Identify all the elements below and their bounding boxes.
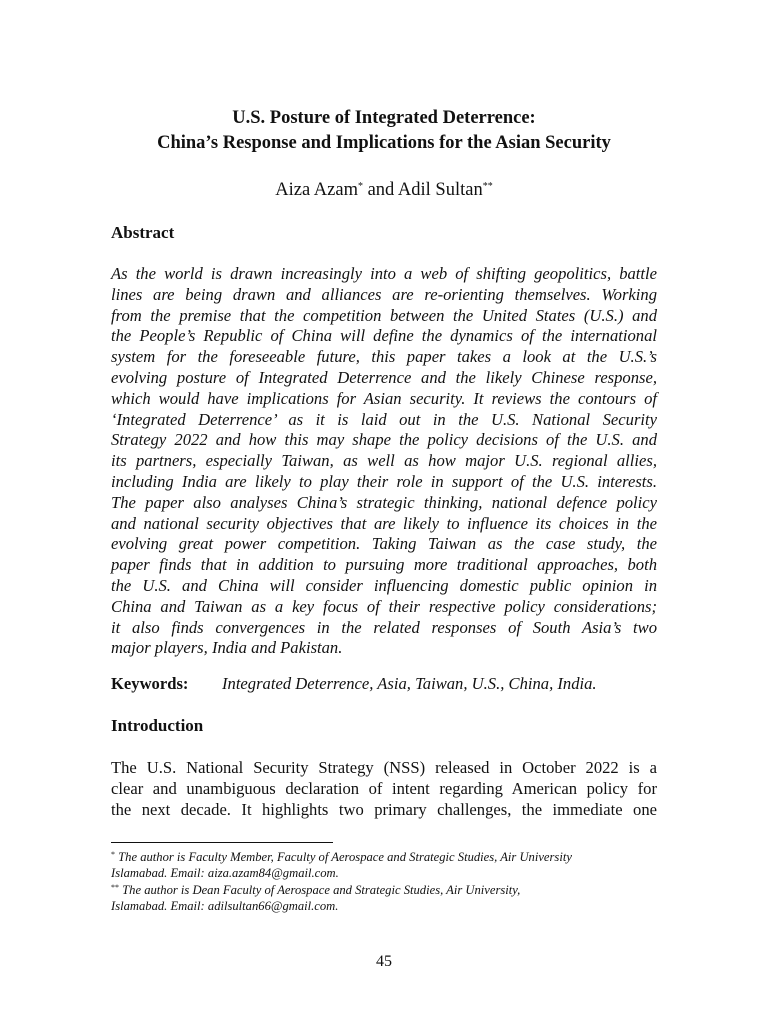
abstract-line: China and Taiwan as a key focus of their respective policy considerations; xyxy=(111,596,657,616)
abstract-line: major players, India and Pakistan. xyxy=(111,638,343,658)
abstract-line: As the world is drawn increasingly into a web of shifting geopolitics, battle xyxy=(111,264,657,283)
abstract-line: which would have implications for Asian security. It reviews the contours of xyxy=(111,388,657,408)
author-conjunction: and xyxy=(362,180,398,200)
footnote-1-text: The author is Faculty Member, Faculty of Aerospace and Strategic Studies, Air University xyxy=(115,850,572,864)
keywords-row xyxy=(111,673,657,695)
title-line-1: U.S. Posture of Integrated Deterrence: xyxy=(232,108,536,128)
author-1: Aiza Azam xyxy=(275,180,358,200)
abstract-line: paper finds that in addition to pursuing more traditional approaches, both xyxy=(111,555,657,575)
introduction-body xyxy=(111,758,657,820)
footnote-2-line-2: Islamabad. Email: adilsultan66@gmail.com. xyxy=(111,898,339,913)
abstract-line: system for the foreseeable future, this paper takes a look at the U.S.’s xyxy=(111,347,657,367)
footnotes xyxy=(111,849,657,914)
abstract-line: ‘Integrated Deterrence’ as it is laid out in the U.S. National Security xyxy=(111,409,657,429)
footnote-2-mark: ** xyxy=(111,882,119,892)
author-1-footnote-mark: * xyxy=(357,181,363,192)
footnote-1-line-1 xyxy=(111,849,657,865)
author-2-footnote-mark: ** xyxy=(482,181,493,192)
footnote-1-line-2: Islamabad. Email: aiza.azam84@gmail.com. xyxy=(111,866,339,881)
abstract-line: the U.S. and China will consider influencing domestic public opinion in xyxy=(111,575,657,595)
abstract-line: its partners, especially Taiwan, as well as how major U.S. regional allies, xyxy=(111,451,657,471)
abstract-line: Strategy 2022 and how this may shape the policy decisions of the U.S. and xyxy=(111,430,657,450)
title-line-2: China’s Response and Implications for the Asian Security xyxy=(157,133,611,153)
author-line xyxy=(80,178,688,202)
abstract-line: evolving posture of Integrated Deterrence and the likely Chinese response, xyxy=(111,367,657,387)
keywords-text: Integrated Deterrence, Asia, Taiwan, U.S., China, India. xyxy=(222,674,597,693)
abstract-line: including India are likely to play their role in support of the U.S. interests. xyxy=(111,471,657,491)
author-2: Adil Sultan xyxy=(397,180,483,200)
footnote-separator xyxy=(111,842,333,843)
abstract-line: evolving great power competition. Taking Taiwan as the case study, the xyxy=(111,534,657,554)
abstract-line: The paper also analyses China’s strategic thinking, national defence policy xyxy=(111,492,657,512)
abstract-line: the People’s Republic of China will define the dynamics of the international xyxy=(111,326,657,346)
abstract-line: and national security objectives that are likely to influence its choices in the xyxy=(111,513,657,533)
abstract-heading: Abstract xyxy=(111,223,175,242)
introduction-heading: Introduction xyxy=(111,716,204,735)
introduction-line: the next decade. It highlights two primary challenges, the immediate one xyxy=(111,799,657,819)
introduction-line: The U.S. National Security Strategy (NSS) released in October 2022 is a xyxy=(111,758,657,777)
footnote-2-line-1 xyxy=(111,882,657,898)
abstract-line: from the premise that the competition between the United States (U.S.) and xyxy=(111,305,657,325)
footnote-1-mark: * xyxy=(111,850,115,859)
footnote-2-text: The author is Dean Faculty of Aerospace and Strategic Studies, Air University, xyxy=(119,882,521,897)
abstract-line: it also finds convergences in the related responses of South Asia’s two xyxy=(111,617,657,637)
abstract-line: lines are being drawn and alliances are re-orienting themselves. Working xyxy=(111,284,657,304)
page-number: 45 xyxy=(376,953,392,970)
introduction-line: clear and unambiguous declaration of intent regarding American policy for xyxy=(111,778,657,798)
paper-title xyxy=(80,106,688,156)
keywords-label: Keywords: xyxy=(111,674,189,693)
abstract-body xyxy=(111,264,657,659)
